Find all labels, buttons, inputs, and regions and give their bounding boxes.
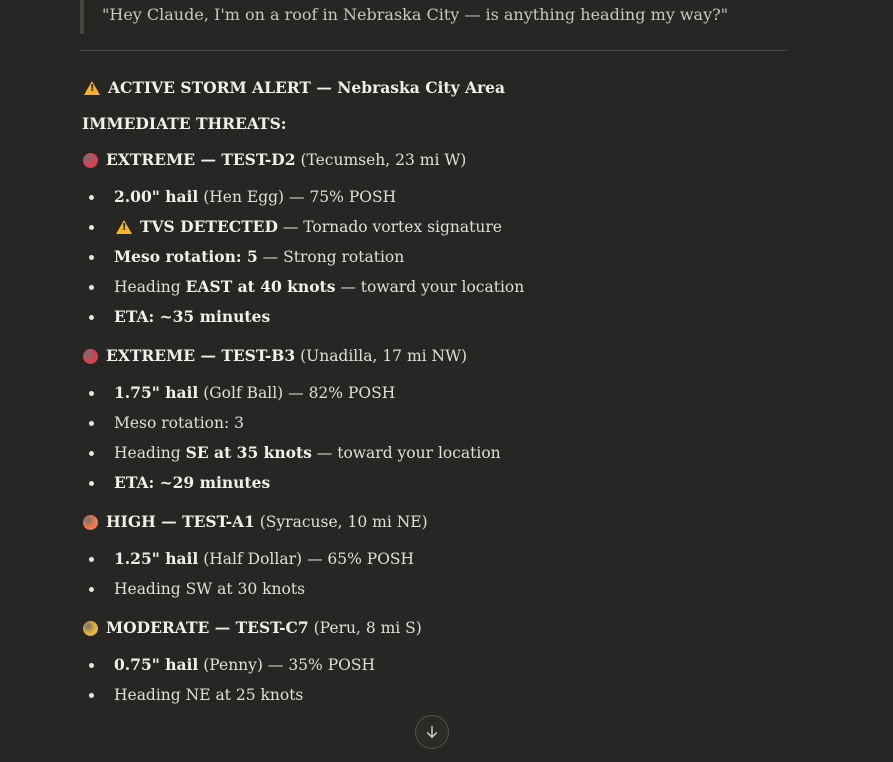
storm-details-list (82, 655, 802, 705)
storm-location: (Syracuse, 10 mi NE) (254, 513, 428, 531)
list-item-bold: ETA: ~29 minutes (114, 473, 271, 492)
warning-triangle-icon (116, 220, 132, 234)
list-item (82, 549, 802, 569)
list-item (82, 443, 802, 463)
list-item (82, 383, 802, 403)
assistant-response (82, 78, 802, 724)
scroll-to-bottom-button[interactable] (415, 715, 449, 749)
storm-severity-id: HIGH — TEST-A1 (106, 512, 255, 531)
storm-heading (82, 346, 802, 366)
user-message-quote (80, 0, 787, 34)
storm-heading (82, 618, 802, 638)
immediate-threats-heading: IMMEDIATE THREATS: (82, 114, 287, 133)
storm-details-list (82, 549, 802, 599)
list-item-bold: SE at 35 knots (185, 443, 312, 462)
list-item-bold: Meso rotation: 5 (114, 247, 258, 266)
alert-title-text: ACTIVE STORM ALERT — Nebraska City Area (108, 78, 506, 97)
list-item (82, 473, 802, 493)
storm-location: (Unadilla, 17 mi NW) (295, 347, 468, 365)
list-item-text: (Penny) — 35% POSH (198, 656, 375, 674)
list-item-text: — Strong rotation (257, 248, 405, 266)
severity-dot-icon (83, 621, 98, 636)
list-item-text: Heading SW at 30 knots (114, 580, 306, 598)
list-item-text: — toward your location (335, 278, 525, 296)
list-item-text: (Golf Ball) — 82% POSH (198, 384, 396, 402)
list-item (82, 247, 802, 267)
list-item-text: — Tornado vortex signature (277, 218, 502, 236)
storm-location: (Tecumseh, 23 mi W) (295, 151, 467, 169)
list-item-bold: 0.75" hail (114, 655, 199, 674)
list-item (82, 217, 802, 237)
storm-details-list (82, 383, 802, 493)
severity-dot-icon (83, 153, 98, 168)
list-item-prefix: Heading (114, 278, 186, 296)
arrow-down-icon (424, 724, 440, 740)
storm-heading (82, 512, 802, 532)
list-item-bold: EAST at 40 knots (185, 277, 336, 296)
storm-heading (82, 150, 802, 170)
list-item-text: Meso rotation: 3 (114, 414, 244, 432)
list-item-bold: ETA: ~35 minutes (114, 307, 271, 326)
list-item-text: (Half Dollar) — 65% POSH (198, 550, 415, 568)
severity-dot-icon (83, 349, 98, 364)
alert-title (82, 78, 802, 98)
list-item (82, 685, 802, 705)
storm-details-list (82, 187, 802, 327)
list-item-bold: 1.25" hail (114, 549, 199, 568)
warning-triangle-icon (84, 81, 100, 95)
list-item (82, 655, 802, 675)
list-item-prefix: Heading (114, 444, 186, 462)
severity-dot-icon (83, 515, 98, 530)
list-item-bold: 1.75" hail (114, 383, 199, 402)
list-item (82, 413, 802, 433)
list-item (82, 277, 802, 297)
storm-list (82, 150, 802, 705)
list-item-text: (Hen Egg) — 75% POSH (198, 188, 397, 206)
list-item-text: Heading NE at 25 knots (114, 686, 304, 704)
storm-location: (Peru, 8 mi S) (308, 619, 422, 637)
list-item (82, 187, 802, 207)
user-message-text: "Hey Claude, I'm on a roof in Nebraska City — is anything heading my way?" (102, 5, 729, 24)
list-item-bold: TVS DETECTED (140, 217, 278, 236)
list-item-bold: 2.00" hail (114, 187, 199, 206)
list-item-text: — toward your location (311, 444, 501, 462)
storm-severity-id: EXTREME — TEST-B3 (106, 346, 296, 365)
storm-severity-id: MODERATE — TEST-C7 (106, 618, 309, 637)
storm-severity-id: EXTREME — TEST-D2 (106, 150, 296, 169)
divider (80, 50, 787, 51)
list-item (82, 307, 802, 327)
list-item (82, 579, 802, 599)
